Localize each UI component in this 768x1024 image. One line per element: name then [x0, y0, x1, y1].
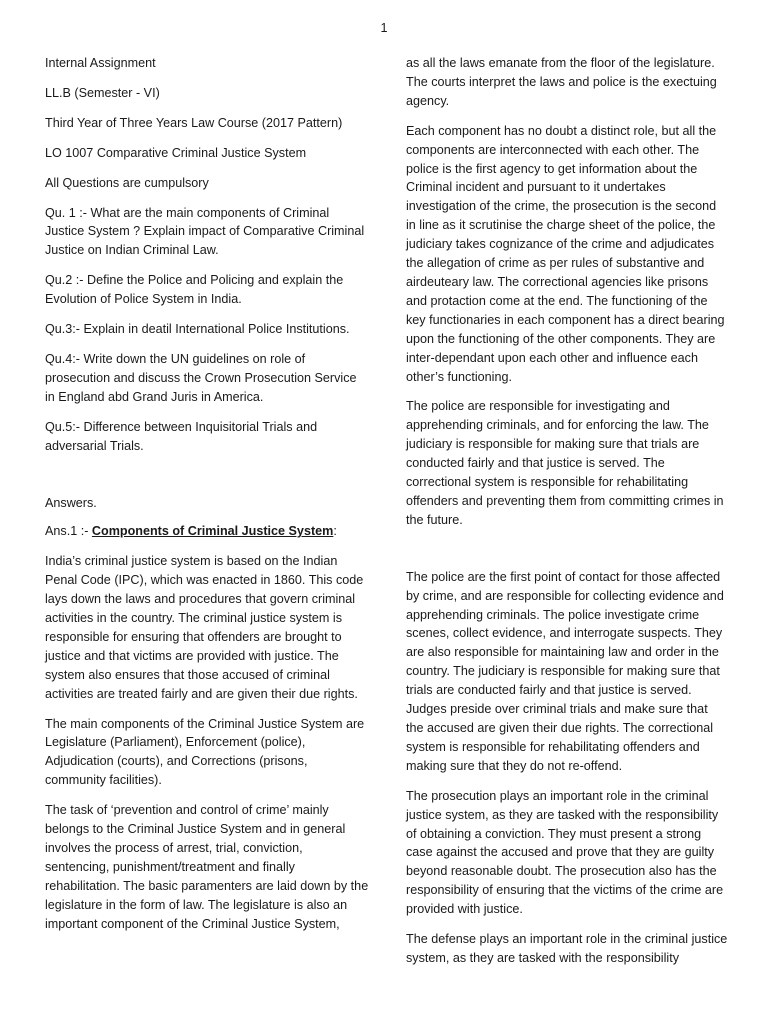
doc-header-line: Internal Assignment	[45, 56, 156, 70]
body-paragraph: The police are responsible for investigating and apprehending criminals, and for enforcing the law. The judiciary is responsible for making sure that trials are conducted fairly and that justice is served. The correctional system is responsible for rehabilitating offenders and preventing them from committing crimes in the future.	[406, 399, 724, 527]
question: Qu.4:- Write down the UN guidelines on role of prosecution and discuss the Crown Prosecution Service in England abd Grand Juris in America.	[45, 351, 357, 404]
doc-header-line: LL.B (Semester - VI)	[45, 85, 160, 100]
question: Qu.3:- Explain in deatil International Police Institutions.	[45, 322, 350, 337]
answer-1-suffix: :	[333, 524, 337, 539]
question: Qu. 1 :- What are the main components of Criminal Justice System ? Explain impact of Comparative Criminal Justice on Indian Criminal Law.	[45, 205, 365, 258]
body-paragraph: The prosecution plays an important role in the criminal justice system, as they are tasked with the responsibility of obtaining a conviction. They must present a strong case against the accused and prove that they are guilty beyond reasonable doubt. The prosecution also has the responsibility of ensuring that the victims of the crime are provided with justice.	[406, 788, 724, 917]
answer-1-heading	[45, 522, 369, 541]
question: Qu.5:- Difference between Inquisitorial Trials and adversarial Trials.	[45, 419, 318, 453]
left-column	[45, 54, 369, 945]
body-paragraph: Each component has no doubt a distinct role, but all the components are interconnected with each other. The police is the first agency to get information about the Criminal incident and pursuant to it undertakes investigation of the crime, the prosecution is the second in line as it scrutinise the charge sheet of the police, the judiciary takes cognizance of the crime and adjudicates the allegation of crime as per rules of substantive and airdeuteary law. The correctional agencies like prisons and protaction come at the end. The functioning of the key functionaries in each component has a direct bearing upon the functioning of the other components. They are inter-dependant upon each other and influence each other’s functioning.	[406, 123, 725, 384]
body-paragraph: The task of ‘prevention and control of crime’ mainly belongs to the Criminal Justice System and in general involves the process of arrest, trial, conviction, sentencing, punishment/treatment and finally rehabilitation. The basic paramenters are laid down by the legislature in the form of law. The legislature is also an important component of the Criminal Justice System,	[45, 803, 369, 931]
page-number: 1	[380, 21, 388, 35]
body-paragraph: India’s criminal justice system is based on the Indian Penal Code (IPC), which was enacted in 1860. This code lays down the laws and procedures that govern criminal activities in the country. The criminal justice system is responsible for ensuring that offenders are brought to justice and that victims are provided with justice. The system also ensures that those accused of criminal activities are treated fairly and are given their due rights.	[45, 554, 364, 701]
body-paragraph: as all the laws emanate from the floor of the legislature. The courts interpret the laws and police is the exectuing agency.	[406, 56, 717, 108]
body-paragraph: The defense plays an important role in the criminal justice system, as they are tasked with the responsibility	[406, 932, 728, 965]
right-column	[406, 54, 728, 979]
doc-header-line: All Questions are cumpulsory	[45, 175, 209, 190]
answer-1-title: Components of Criminal Justice System	[91, 524, 334, 539]
body-paragraph: The police are the first point of contact for those affected by crime, and are responsible for collecting evidence and apprehending criminals. The police investigate crime scenes, collect evidence, and interrogate suspects. They are also responsible for maintaining law and order in the country. The judiciary is responsible for making sure that trials are conducted fairly and that justice is served. Judges preside over criminal trials and make sure that the accused are given their due rights. The correctional system is responsible for rehabilitating offenders and making sure that they do not re-offend.	[406, 569, 724, 773]
doc-header-line: Third Year of Three Years Law Course (2017 Pattern)	[45, 115, 343, 130]
answers-label: Answers.	[45, 495, 97, 510]
question: Qu.2 :- Define the Police and Policing and explain the Evolution of Police System in India.	[45, 273, 344, 307]
body-paragraph: The main components of the Criminal Justice System are Legislature (Parliament), Enforcement (police), Adjudication (courts), and Corrections (prisons, community facilities).	[45, 716, 365, 788]
doc-header-line: LO 1007 Comparative Criminal Justice System	[45, 145, 307, 160]
answer-1-prefix: Ans.1 :-	[45, 524, 92, 539]
